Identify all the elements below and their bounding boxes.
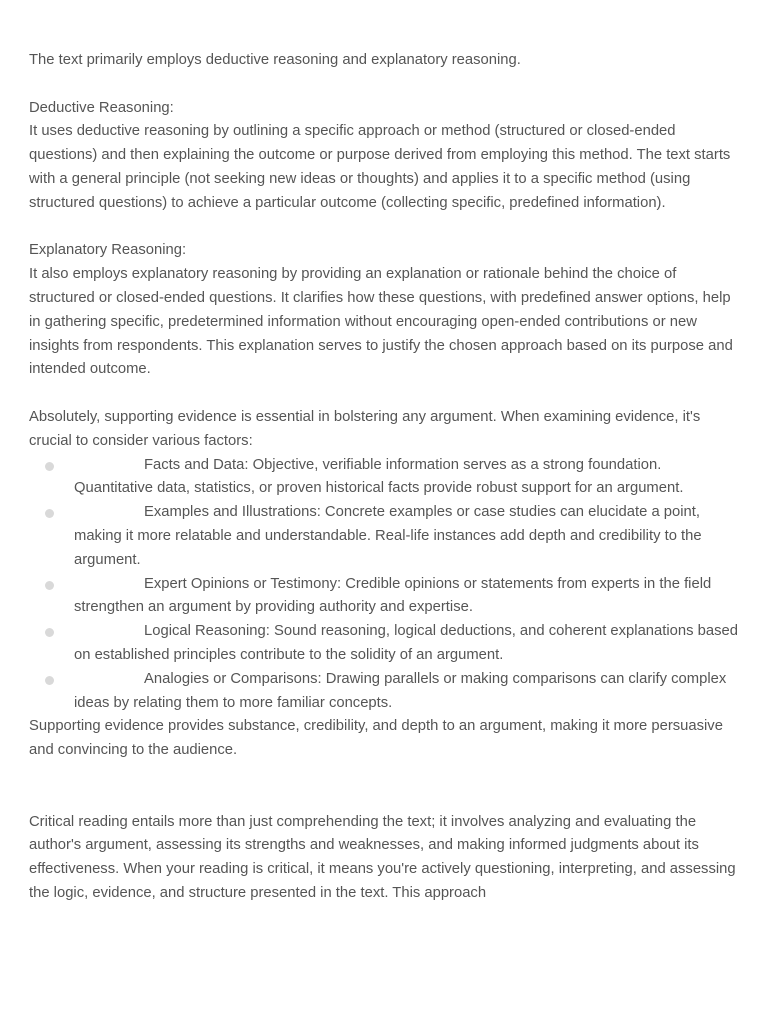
list-item-text: Analogies or Comparisons: Drawing parallels or making comparisons can clarify complex ideas by relating them to more familiar concepts.: [74, 670, 727, 711]
list-item: [74, 454, 741, 502]
document-body: [29, 49, 741, 906]
spacer: [29, 73, 741, 97]
evidence-list: [29, 454, 741, 716]
list-item: [74, 668, 741, 716]
bullet-icon: [45, 581, 54, 590]
bullet-icon: [45, 628, 54, 637]
deductive-paragraph: It uses deductive reasoning by outlining a specific approach or method (structured or closed-ended questions) and then explaining the outcome or purpose derived from employing this method. The text starts with a general principle (not seeking new ideas or thoughts) and applies it to a specific method (using structured questions) to achieve a particular outcome (collecting specific, predefined information).: [29, 123, 731, 211]
list-item: [74, 573, 741, 621]
spacer: [29, 216, 741, 240]
list-item-text: Facts and Data: Objective, verifiable information serves as a strong foundation. Quantitative data, statistics, or proven historical facts provide robust support for an argument.: [74, 456, 684, 497]
list-item-text: Logical Reasoning: Sound reasoning, logical deductions, and coherent explanations based on established principles contribute to the solidity of an argument.: [74, 623, 738, 663]
explanatory-heading: Explanatory Reasoning:: [29, 242, 187, 259]
list-item-text: Expert Opinions or Testimony: Credible opinions or statements from experts in the field strengthen an argument by providing authority and expertise.: [74, 575, 712, 616]
spacer: [29, 763, 741, 811]
list-item-text: Examples and Illustrations: Concrete examples or case studies can elucidate a point, making it more relatable and understandable. Real-life instances add depth and credibility to the argument.: [74, 504, 702, 568]
list-item: [74, 501, 741, 572]
intro-paragraph: The text primarily employs deductive reasoning and explanatory reasoning.: [29, 52, 521, 68]
bullet-icon: [45, 509, 54, 518]
evidence-conclusion-paragraph: Supporting evidence provides substance, credibility, and depth to an argument, making it more persuasive and convincing to the audience.: [29, 718, 723, 759]
explanatory-paragraph: It also employs explanatory reasoning by providing an explanation or rationale behind the choice of structured or closed-ended questions. It clarifies how these questions, with predefined answer options, help in gathering specific, predetermined information without encouraging open-ended contributions or new insights from respondents. This explanation serves to justify the chosen approach based on its purpose and intended outcome.: [29, 266, 733, 378]
bullet-icon: [45, 676, 54, 685]
list-item: [74, 620, 741, 668]
bullet-icon: [45, 462, 54, 471]
spacer: [29, 382, 741, 406]
evidence-intro-paragraph: Absolutely, supporting evidence is essential in bolstering any argument. When examining evidence, it's crucial to consider various factors:: [29, 408, 701, 449]
deductive-heading: Deductive Reasoning:: [29, 99, 174, 116]
critical-reading-paragraph: Critical reading entails more than just comprehending the text; it involves analyzing and evaluating the author's argument, assessing its strengths and weaknesses, and making informed judgments about its effectiveness. When your reading is critical, it means you're actively questioning, interpreting, and assessing the logic, evidence, and structure presented in the text. This approach: [29, 813, 736, 901]
